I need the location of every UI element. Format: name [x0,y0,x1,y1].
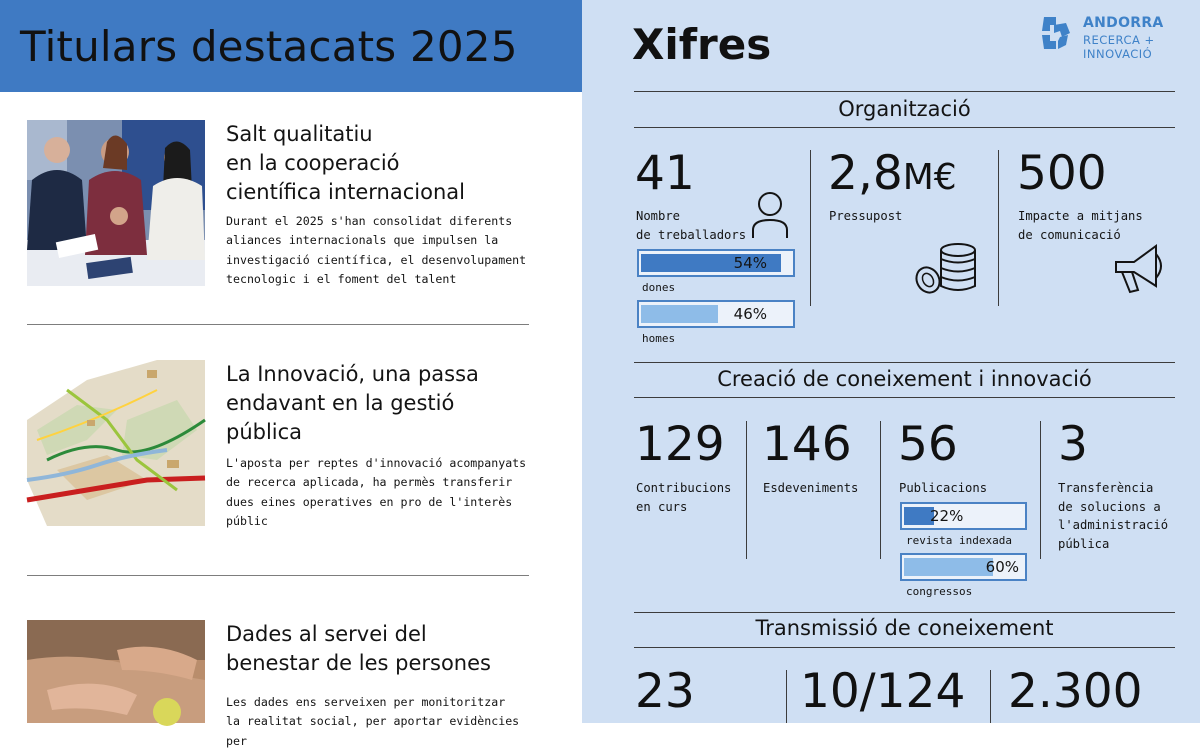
megaphone-icon [1112,240,1172,296]
section-rule [634,397,1175,398]
article-title: Dades al servei del benestar de les persones [226,622,491,675]
andorra-recerca-innovacio-logo: ANDORRA RECERCA + INNOVACIÓ [1038,13,1188,65]
section-rule [634,362,1175,363]
section-rule [634,127,1175,128]
person-icon [750,190,790,240]
publications-indexed-caption: revista indexada [906,534,1012,547]
highlights-header [0,0,582,92]
section-rule [634,91,1175,92]
staff-women-bar: 54% [637,249,795,277]
staff-men-bar-fill [641,305,718,323]
column-divider [990,670,991,723]
publications-label: Publicacions [899,481,988,495]
city-map-image [27,360,205,526]
media-impact-value: 500 [1017,146,1107,201]
events-value: 146 [762,417,852,472]
staff-women-caption: dones [642,281,676,294]
highlights-column [0,0,582,748]
article-summary: L'aposta per reptes d'innovació acompanyats de recerca aplicada, ha permès transferir dues eines operatives en pro de l'interès públic [226,456,527,529]
budget-label: Pressupost [829,209,903,223]
budget-value: 2,8M€ [828,146,957,201]
section-title-organitzacio: Organització [838,97,971,121]
article-title: Salt qualitatiu en la cooperació científica internacional [226,122,465,204]
article-title: La Innovació, una passa endavant en la gestió pública [226,362,479,444]
column-divider [880,421,881,559]
publications-congress-bar: 60% [900,553,1027,581]
media-impact-label: Impacte a mitjans de comunicació [1018,209,1143,242]
publications-congress-bar-fill [904,558,993,576]
contributions-label: Contribucions en curs [636,481,732,514]
article-divider [27,575,529,576]
staff-label: Nombre de treballadors [636,209,747,242]
column-divider [1040,421,1041,559]
column-divider [998,150,999,306]
section-rule [634,647,1175,648]
section-title-transmissio: Transmissió de coneixement [755,616,1054,640]
signing-agreement-photo [27,120,205,286]
events-label: Esdeveniments [763,481,859,495]
article-card[interactable] [27,620,537,748]
transfers-label: Transferència de solucions a l'administració pública [1058,481,1169,551]
article-summary: Durant el 2025 s'han consolidat diferents aliances internacionals que impulsen la investigació científica, el desenvolupament tecnologic i el foment del talent [226,214,527,287]
article-summary: Les dades ens serveixen per monitoritzar la realitat social, per aportar evidències per [226,695,520,748]
section-title-coneixement: Creació de coneixement i innovació [717,367,1092,391]
publications-indexed-bar: 22% [900,502,1027,530]
figures-title: Xifres [632,20,772,69]
article-card[interactable] [27,120,537,290]
staff-count: 41 [635,146,695,201]
column-divider [810,150,811,306]
staff-men-caption: homes [642,332,676,345]
transmission-value-3: 2.300 [1008,664,1143,719]
publications-value: 56 [898,417,958,472]
transfers-value: 3 [1058,417,1088,472]
figures-column [582,0,1200,723]
article-card[interactable] [27,360,537,530]
contributions-value: 129 [635,417,725,472]
transmission-value-2: 10/124 [800,664,966,719]
highlights-title: Titulars destacats 2025 [20,22,518,71]
publications-congress-caption: congressos [906,585,973,598]
staff-men-bar: 46% [637,300,795,328]
article-divider [27,324,529,325]
transmission-value-1: 23 [635,664,695,719]
column-divider [746,421,747,559]
coins-icon [910,242,980,296]
section-rule [634,612,1175,613]
elderly-hands-photo [27,620,205,723]
column-divider [786,670,787,723]
